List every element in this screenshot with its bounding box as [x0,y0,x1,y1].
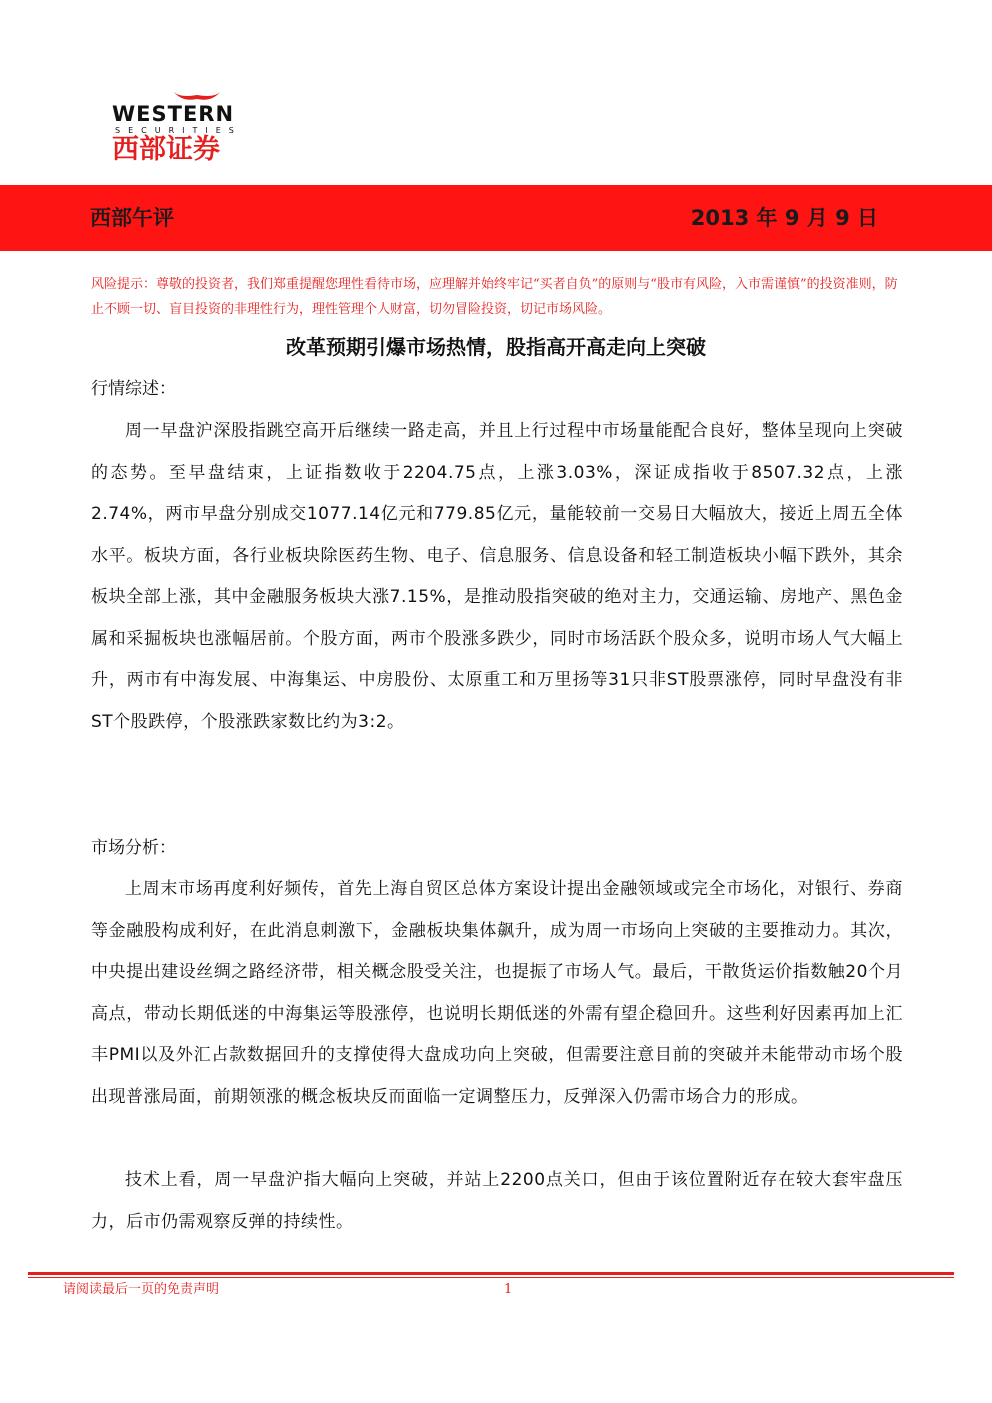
footer-disclaimer-link: 请阅读最后一页的免责声明 [63,1282,220,1297]
logo-subtitle: SECURITIES [115,126,242,135]
section-title-overview: 行情综述： [91,379,176,399]
footer-divider-thick [28,1272,954,1275]
report-title: 西部午评 [90,206,174,230]
logo-english: WESTERN [112,102,235,126]
headline: 改革预期引爆市场热情，股指高开高走向上突破 [286,335,706,359]
header-banner [0,185,992,251]
paragraph-analysis-1: 上周末市场再度利好频传，首先上海自贸区总体方案设计提出金融领域或完全市场化，对银行、券商等金融股构成利好，在此消息刺激下，金融板块集体飙升，成为周一市场向上突破的主要推动力。其次，中央提出建设丝绸之路经济带，相关概念股受关注，也提振了市场人气。最后，干散货运价指数触20个月高点，带动长期低迷的中海集运等股涨停，也说明长期低迷的外需有望企稳回升。这些利好因素再加上汇丰PMI以及外汇占款数据回升的支撑使得大盘成功向上突破，但需要注意目前的突破并未能带动市场个股出现普涨局面，前期领涨的概念板块反而面临一定调整压力，反弹深入仍需市场合力的形成。 [91,879,903,1107]
section-title-analysis: 市场分析： [91,838,176,858]
risk-notice: 风险提示：尊敬的投资者，我们郑重提醒您理性看待市场，应理解并始终牢记“买者自负”的原则与“股市有风险，入市需谨慎”的投资准则，防止不顾一切、盲目投资的非理性行为，理性管理个人财富，切勿冒险投资，切记市场风险。 [91,277,898,317]
page-number: 1 [504,1282,513,1297]
report-date: 2013 年 9 月 9 日 [690,206,878,230]
company-logo [112,90,287,168]
footer-divider-thin [28,1277,954,1278]
logo-chinese: 西部证券 [112,134,220,165]
paragraph-overview: 周一早盘沪深股指跳空高开后继续一路走高，并且上行过程中市场量能配合良好，整体呈现向上突破的态势。至早盘结束，上证指数收于2204.75点，上涨3.03%，深证成指收于8507.32点，上涨2.74%，两市早盘分别成交1077.14亿元和779.85亿元，量能较前一交易日大幅放大，接近上周五全体水平。板块方面，各行业板块除医药生物、电子、信息服务、信息设备和轻工制造板块小幅下跌外，其余板块全部上涨，其中金融服务板块大涨7.15%，是推动股指突破的绝对主力，交通运输、房地产、黑色金属和采掘板块也涨幅居前。个股方面，两市个股涨多跌少，同时市场活跃个股众多，说明市场人气大幅上升，两市有中海发展、中海集运、中房股份、太原重工和万里扬等31只非ST股票涨停，同时早盘没有非ST个股跌停，个股涨跌家数比约为3:2。 [91,421,903,732]
paragraph-analysis-2: 技术上看，周一早盘沪指大幅向上突破，并站上2200点关口，但由于该位置附近存在较大套牢盘压力，后市仍需观察反弹的持续性。 [91,1170,903,1232]
